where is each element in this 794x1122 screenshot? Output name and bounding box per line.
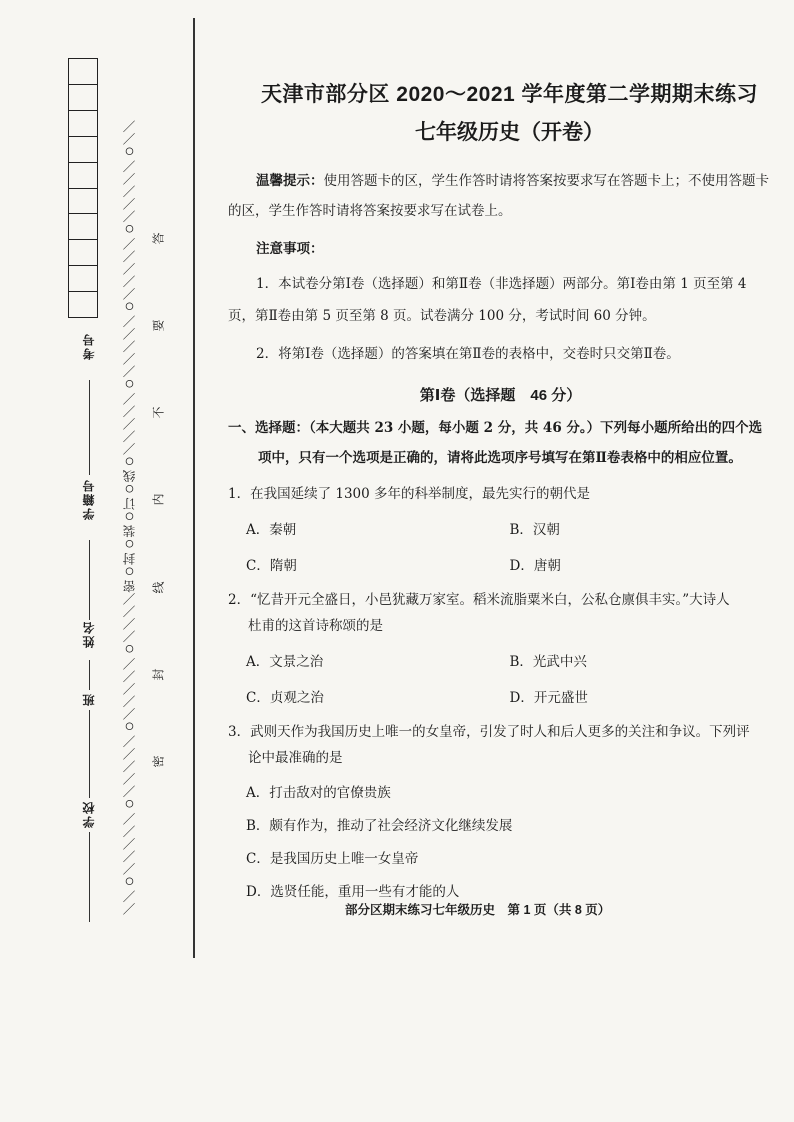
page-footer: 部分区期末练习七年级历史 第 1 页（共 8 页） bbox=[345, 903, 611, 917]
option-a: A．秦朝 bbox=[246, 522, 297, 538]
question-stem: 3．武则天作为我国历史上唯一的女皇帝，引发了时人和后人更多的关注和争议。下列评 论中最准确的是 bbox=[228, 724, 750, 766]
question-1 bbox=[228, 481, 773, 579]
seal-word: 线 bbox=[151, 581, 166, 594]
option-a: A．文景之治 bbox=[246, 654, 324, 670]
option-c: C．是我国历史上唯一女皇帝 bbox=[246, 851, 419, 867]
question-3 bbox=[228, 719, 773, 909]
page-subtitle: 七年级历史（开卷） bbox=[415, 121, 604, 144]
section-title: 第Ⅰ卷（选择题 46 分） bbox=[419, 387, 582, 404]
question-2 bbox=[228, 587, 773, 711]
option-c: C．隋朝 bbox=[246, 558, 297, 574]
binding-divider bbox=[193, 18, 195, 958]
notes-heading: 注意事项： bbox=[256, 241, 324, 257]
field-student-id: 学籍号 bbox=[82, 478, 96, 520]
note-item: 1．本试卷分第Ⅰ卷（选择题）和第Ⅱ卷（非选择题）两部分。第Ⅰ卷由第 1 页至第 4 页，第Ⅱ卷由第 5 页至第 8 页。试卷满分 100 分，考试时间 60 分钟。 bbox=[228, 276, 747, 324]
option-a: A．打击敌对的官僚贵族 bbox=[246, 785, 391, 801]
notice-label: 温馨提示： bbox=[256, 173, 324, 189]
seal-word: 答 bbox=[151, 232, 166, 245]
page-title: 天津市部分区 2020～2021 学年度第二学期期末练习 bbox=[260, 83, 759, 106]
field-name: 姓名 bbox=[82, 620, 96, 648]
question-stem: 2．“忆昔开元全盛日，小邑犹藏万家室。稻米流脂粟米白，公私仓廪俱丰实。”大诗人 杜甫的这首诗称颂的是 bbox=[228, 592, 730, 634]
seal-warning bbox=[148, 230, 168, 770]
notice bbox=[228, 166, 773, 226]
seal-word: 密 bbox=[151, 755, 166, 768]
note-item: 2．将第Ⅰ卷（选择题）的答案填在第Ⅱ卷的表格中，交卷时只交第Ⅱ卷。 bbox=[256, 346, 680, 362]
seal-word: 不 bbox=[151, 406, 166, 419]
seal-word: 封 bbox=[151, 668, 166, 681]
notice-text: 使用答题卡的区，学生作答时请将答案按要求写在答题卡上；不使用答题卡的区，学生作答时请将答案按要求写在试卷上。 bbox=[228, 173, 769, 219]
exam-number-grid bbox=[68, 58, 98, 318]
exam-content bbox=[228, 78, 773, 909]
part-heading: 一、选择题：（本大题共 23 小题，每小题 2 分，共 46 分。）下列每小题所给出的四个选 项中，只有一个选项是正确的，请将此选项序号填写在第Ⅱ卷表格中的相应位置。 bbox=[228, 420, 763, 466]
option-c: C．贞观之治 bbox=[246, 690, 324, 706]
option-d: D．唐朝 bbox=[509, 558, 561, 574]
option-d: D．选贤任能，重用一些有才能的人 bbox=[246, 884, 460, 900]
seal-dash-line: ／／○／／／／／○／／／／／○／／／／／○／／／／密○封○装○订○线○／／／／／○／／／／／○／／／／／○／／／／／○／／ bbox=[122, 120, 137, 915]
option-b: B．光武中兴 bbox=[509, 654, 587, 670]
question-stem: 1．在我国延续了 1300 多年的科举制度，最先实行的朝代是 bbox=[228, 486, 591, 502]
option-b: B．汉朝 bbox=[509, 522, 560, 538]
option-b: B．颇有作为，推动了社会经济文化继续发展 bbox=[246, 818, 513, 834]
option-d: D．开元盛世 bbox=[509, 690, 588, 706]
seal-word: 内 bbox=[151, 493, 166, 506]
seal-word: 要 bbox=[151, 319, 166, 332]
field-school: 学校 bbox=[82, 800, 96, 828]
field-class: 班 bbox=[82, 692, 96, 706]
field-exam-number: 考号 bbox=[82, 332, 96, 360]
